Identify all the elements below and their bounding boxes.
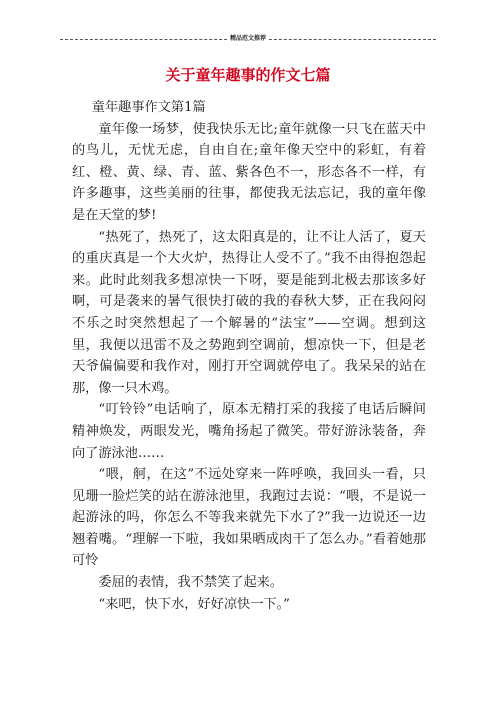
header-label: 精品范文推荐 <box>227 34 269 44</box>
document-body <box>72 97 426 615</box>
paragraph: “叮铃铃”电话响了，原本无精打采的我接了电话后瞬间精神焕发，两眼发光，嘴角扬起了微笑。带好游泳装备，奔向了游泳池…… <box>72 402 426 461</box>
document-title: 关于童年趣事的作文七篇 <box>165 66 331 84</box>
paragraph: 童年像一场梦，使我快乐无比;童年就像一只飞在蓝天中的鸟儿，无忧无虑，自由自在;童年像天空中的彩虹，有着红、橙、黄、绿、青、蓝、紫各色不一，形态各不一样，有许多趣事，这些美丽的往事，都使我无法忘记，我的童年像是在天堂的梦! <box>72 121 426 223</box>
page-header <box>60 34 436 44</box>
paragraph: “喂，舸，在这”不远处穿来一阵呼唤，我回头一看，只见珊一脸烂笑的站在游泳池里，我跑过去说：“喂，不是说一起游泳的吗，你怎么不等我来就先下水了?”我一边说还一边翘着嘴。“理解一下啦，我如果晒成肉干了怎么办。”看着她那可怜 <box>72 467 426 569</box>
paragraph: “来吧，快下水，好好凉快一下。” <box>98 596 290 612</box>
paragraph: “热死了，热死了，这太阳真是的，让不让人活了，夏天的重庆真是一个大火炉，热得让人受不了。”我不由得抱怨起来。此时此刻我多想凉快一下呀，要是能到北极去那该多好啊，可是袭来的暑气很快打破的我的春秋大梦，正在我闷闷不乐之时突然想起了一个解暑的“法宝”——空调。想到这里，我便以迅雷不及之势跑到空调前，想凉快一下，但是老天爷偏偏要和我作对，刚打开空调就停电了。我呆呆的站在那，像一只木鸡。 <box>72 229 426 396</box>
section-heading: 童年趣事作文第1篇 <box>91 100 206 115</box>
paragraph: 委屈的表情，我不禁笑了起来。 <box>98 575 284 591</box>
